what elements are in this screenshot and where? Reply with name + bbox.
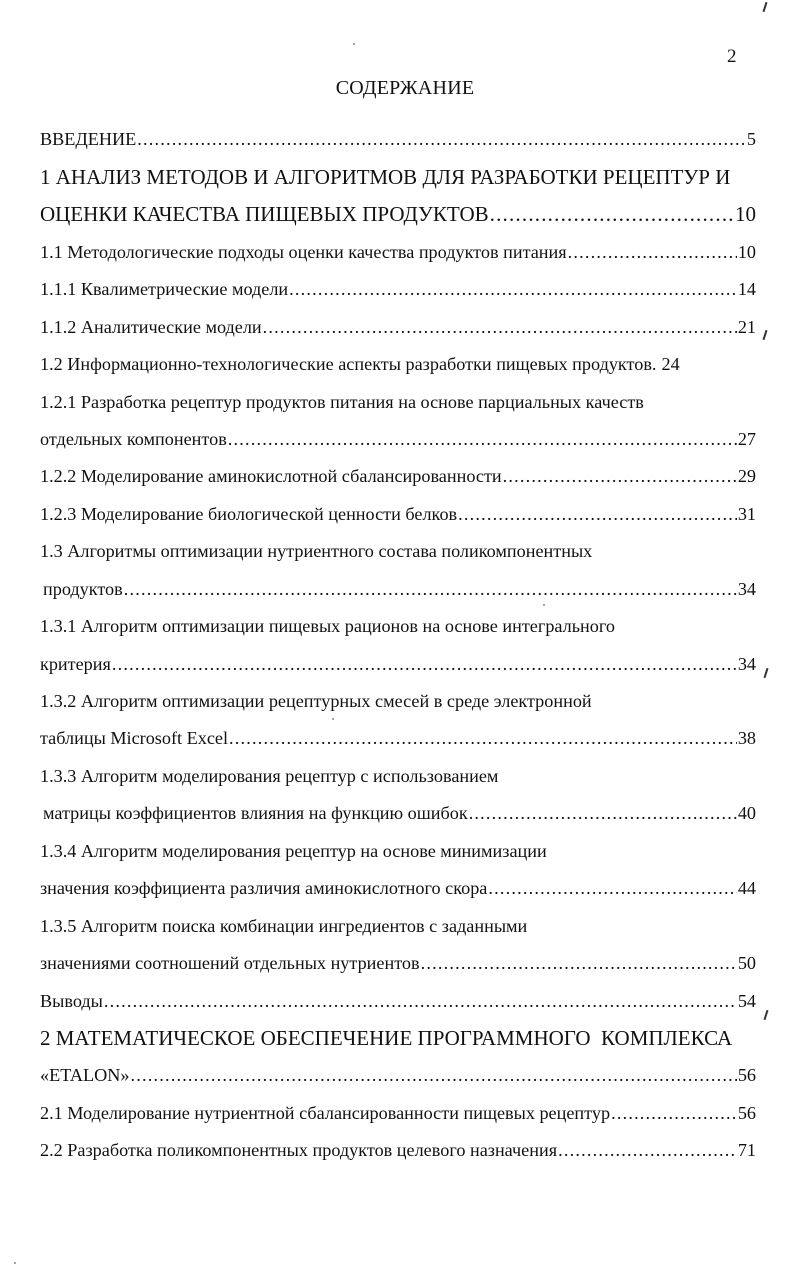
toc-entry-1-3-1-line-1 xyxy=(40,607,756,644)
toc-entry-page: 10 xyxy=(737,241,756,262)
toc-entry-text: значения коэффициента различия аминокислотного скора xyxy=(40,878,488,899)
toc-entry-chapter-2-line-2 xyxy=(40,1056,756,1093)
toc-entry-text: 1.2.3 Моделирование биологической ценности белков xyxy=(40,503,458,524)
toc-entry-1-3-line-2 xyxy=(40,569,756,606)
toc-entry-text: ОЦЕНКИ КАЧЕСТВА ПИЩЕВЫХ ПРОДУКТОВ xyxy=(40,202,489,227)
scan-artifact-mark xyxy=(763,2,768,12)
scan-speck xyxy=(14,1262,16,1264)
toc-entry-chapter-2-line-1 xyxy=(40,1019,756,1056)
toc-entry-text: продуктов xyxy=(43,578,123,599)
toc-entry-text: 1.3 Алгоритмы оптимизации нутриентного состава поликомпонентных xyxy=(40,541,593,562)
dot-leader xyxy=(469,802,737,824)
toc-entry-1-3-2-line-2 xyxy=(40,719,756,756)
dot-leader xyxy=(228,428,737,450)
toc-entry-text: 1.1.1 Квалиметрические модели xyxy=(40,279,289,300)
toc-entry-page: 29 xyxy=(737,466,756,487)
dot-leader xyxy=(137,128,746,150)
scan-speck xyxy=(353,43,355,45)
toc-entry-text: 1.3.4 Алгоритм моделирования рецептур на основе минимизации xyxy=(40,840,547,861)
toc-entry-page: 5 xyxy=(746,129,756,150)
toc-entry-text: 2 МАТЕМАТИЧЕСКОЕ ОБЕСПЕЧЕНИЕ ПРОГРАММНОГО КОМПЛЕКСА xyxy=(40,1025,733,1050)
toc-entry-text: 1.2.1 Разработка рецептур продуктов питания на основе парциальных качеств xyxy=(40,391,644,412)
toc-entry-page: 34 xyxy=(737,653,756,674)
toc-entry-1-3-1-line-2 xyxy=(40,644,756,681)
toc-entry-text: критерия xyxy=(40,653,111,674)
toc-entry-text: 1.3.5 Алгоритм поиска комбинации ингредиентов с заданными xyxy=(40,915,528,936)
toc-entry-text: «ETALON» xyxy=(40,1065,130,1086)
dot-leader xyxy=(229,727,737,749)
toc-entry-text: 1.3.1 Алгоритм оптимизации пищевых рационов на основе интегрального xyxy=(40,616,615,637)
dot-leader xyxy=(458,503,737,525)
toc-entry-1-1-2 xyxy=(40,307,756,344)
toc-entry-chapter-1-line-1 xyxy=(40,157,756,194)
scan-artifact-mark xyxy=(763,330,768,340)
toc-entry-1-1-1 xyxy=(40,270,756,307)
toc-entry-page: 71 xyxy=(737,1140,756,1161)
dot-leader xyxy=(263,316,737,338)
toc-entry-text: ВВЕДЕНИЕ xyxy=(40,129,137,150)
toc-entry-1-2-1-line-1 xyxy=(40,382,756,419)
toc-entry-text: 1.3.3 Алгоритм моделирования рецептур с использованием xyxy=(40,765,499,786)
dot-leader xyxy=(568,241,737,263)
toc-entry-text: значениями соотношений отдельных нутриентов xyxy=(40,953,420,974)
toc-entry-page: 21 xyxy=(737,316,756,337)
toc-entry-1-3-2-line-1 xyxy=(40,682,756,719)
dot-leader xyxy=(488,877,736,899)
toc-entry-text: 2.2 Разработка поликомпонентных продуктов целевого назначения xyxy=(40,1140,558,1161)
toc-entry-page: 27 xyxy=(737,428,756,449)
dot-leader xyxy=(104,990,737,1012)
toc-entry-text: отдельных компонентов xyxy=(40,428,227,449)
toc-entry-page: 31 xyxy=(737,503,756,524)
toc-entry-page: 24 xyxy=(661,354,680,375)
dot-leader xyxy=(289,278,737,300)
page-number: 2 xyxy=(727,46,737,67)
toc-entry-text: 1.1 Методологические подходы оценки качества продуктов питания xyxy=(40,241,567,262)
toc-entry-1-3-5-line-2 xyxy=(40,944,756,981)
toc-entry-1-3-3-line-1 xyxy=(40,756,756,793)
scan-speck xyxy=(332,718,334,720)
table-of-contents xyxy=(40,120,756,1168)
toc-entry-page: 40 xyxy=(737,803,756,824)
toc-entry-conclusions xyxy=(40,981,756,1018)
toc-entry-text: 1 АНАЛИЗ МЕТОДОВ И АЛГОРИТМОВ ДЛЯ РАЗРАБОТКИ РЕЦЕПТУР И xyxy=(40,164,731,189)
toc-entry-text: 1.2.2 Моделирование аминокислотной сбалансированности xyxy=(40,466,502,487)
toc-entry-text: 2.1 Моделирование нутриентной сбалансированности пищевых рецептур xyxy=(40,1102,611,1123)
dot-leader xyxy=(490,203,734,225)
toc-entry-1-3-3-line-2 xyxy=(40,794,756,831)
dot-leader xyxy=(558,1139,737,1161)
toc-entry-page: 56 xyxy=(737,1102,756,1123)
toc-entry-page: 56 xyxy=(737,1065,756,1086)
scan-speck xyxy=(543,604,545,606)
toc-entry-page: 14 xyxy=(737,279,756,300)
dot-leader xyxy=(130,1064,736,1086)
toc-entry-chapter-1-line-2 xyxy=(40,195,756,232)
toc-entry-1-3-5-line-1 xyxy=(40,906,756,943)
toc-entry-text: 1.1.2 Аналитические модели xyxy=(40,316,262,337)
toc-entry-page: 38 xyxy=(737,728,756,749)
toc-entry-1-2 xyxy=(40,345,756,382)
toc-entry-1-1 xyxy=(40,232,756,269)
toc-entry-text: таблицы Microsoft Excel xyxy=(40,728,229,749)
toc-entry-1-2-1-line-2 xyxy=(40,420,756,457)
toc-entry-1-2-3 xyxy=(40,494,756,531)
toc-entry-page: 44 xyxy=(737,878,756,899)
toc-entry-text: 1.2 Информационно-технологические аспекты разработки пищевых продуктов. xyxy=(40,354,657,375)
toc-entry-1-3-4-line-2 xyxy=(40,869,756,906)
scan-artifact-mark xyxy=(764,668,769,678)
toc-entry-1-3-line-1 xyxy=(40,532,756,569)
toc-entry-2-1 xyxy=(40,1093,756,1130)
dot-leader xyxy=(124,578,737,600)
toc-entry-page: 54 xyxy=(737,990,756,1011)
toc-entry-2-2 xyxy=(40,1131,756,1168)
toc-title: СОДЕРЖАНИЕ xyxy=(335,77,475,99)
dot-leader xyxy=(112,653,737,675)
toc-entry-text: Выводы xyxy=(40,990,103,1011)
dot-leader xyxy=(611,1102,737,1124)
toc-entry-1-3-4-line-1 xyxy=(40,831,756,868)
toc-entry-text: матрицы коэффициентов влияния на функцию ошибок xyxy=(43,803,468,824)
dot-leader xyxy=(421,952,737,974)
toc-entry-text: 1.3.2 Алгоритм оптимизации рецептурных смесей в среде электронной xyxy=(40,691,592,711)
toc-entry-page: 34 xyxy=(737,578,756,599)
dot-leader xyxy=(503,465,737,487)
toc-entry-page: 10 xyxy=(735,202,756,227)
toc-entry-1-2-2 xyxy=(40,457,756,494)
scan-artifact-mark xyxy=(764,1010,769,1020)
toc-entry-page: 50 xyxy=(737,953,756,974)
toc-entry-intro xyxy=(40,120,756,157)
